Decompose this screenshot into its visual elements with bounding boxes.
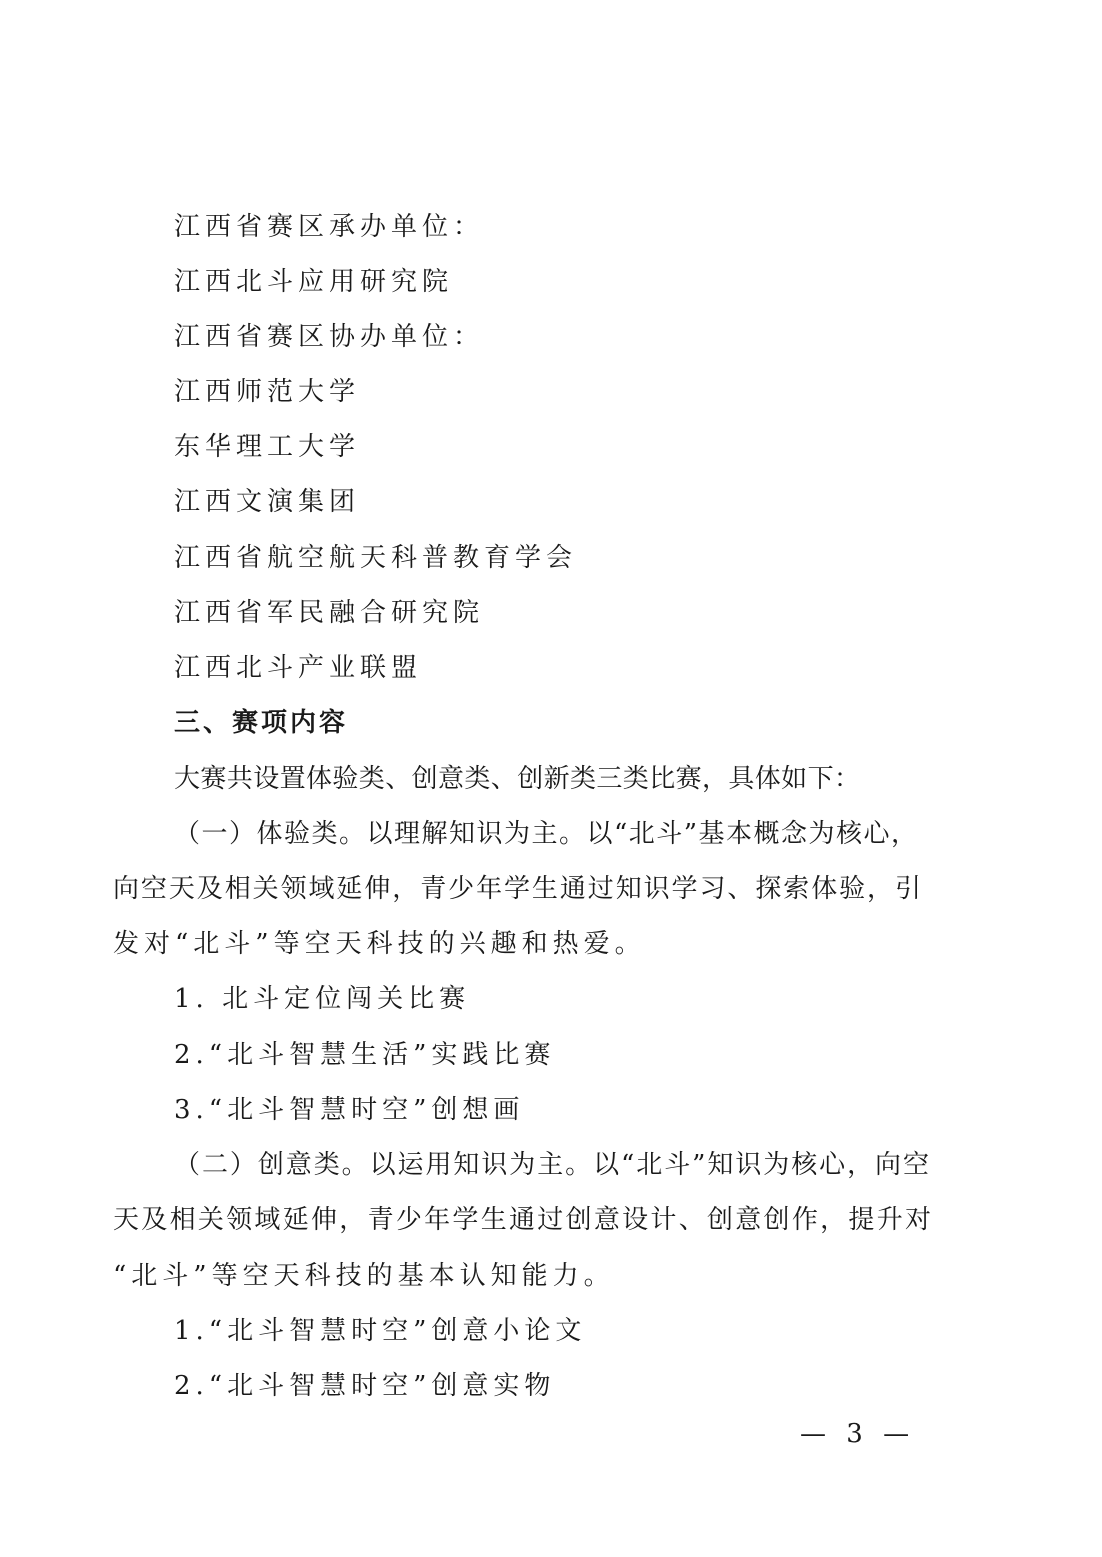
paragraph-line: 向空天及相关领域延伸，青少年学生通过知识学习、探索体验，引 (113, 874, 921, 904)
list-item: 3.“北斗智慧时空”创想画 (174, 1095, 525, 1125)
list-item: 1.“北斗智慧时空”创意小论文 (174, 1316, 587, 1346)
paragraph-line: 天及相关领域延伸，青少年学生通过创意设计、创意创作，提升对 (113, 1205, 931, 1235)
organizer-heading: 江西省赛区承办单位： (174, 212, 485, 242)
paragraph-line: “北斗”等空天科技的基本认知能力。 (113, 1261, 615, 1291)
co-organizer-item: 江西省航空航天科普教育学会 (174, 543, 578, 573)
co-organizer-item: 江西文演集团 (174, 487, 361, 517)
co-organizer-item: 东华理工大学 (174, 432, 361, 462)
co-organizer-heading: 江西省赛区协办单位： (174, 322, 485, 352)
page-number: — 3 — (800, 1419, 916, 1449)
paragraph-line: 大赛共设置体验类、创意类、创新类三类比赛，具体如下： (174, 764, 860, 794)
list-item: 2.“北斗智慧时空”创意实物 (174, 1371, 556, 1401)
list-item: 1. 北斗定位闯关比赛 (174, 984, 471, 1014)
section-heading: 三、赛项内容 (174, 708, 349, 738)
co-organizer-item: 江西省军民融合研究院 (174, 598, 485, 628)
organizer-name: 江西北斗应用研究院 (174, 267, 454, 297)
paragraph-line: （一）体验类。以理解知识为主。以“北斗”基本概念为核心， (174, 819, 917, 849)
paragraph-line: 发对“北斗”等空天科技的兴趣和热爱。 (113, 929, 646, 959)
paragraph-line: （二）创意类。以运用知识为主。以“北斗”知识为核心，向空 (174, 1150, 929, 1180)
list-item: 2.“北斗智慧生活”实践比赛 (174, 1040, 556, 1070)
co-organizer-item: 江西师范大学 (174, 377, 361, 407)
co-organizer-item: 江西北斗产业联盟 (174, 653, 423, 683)
